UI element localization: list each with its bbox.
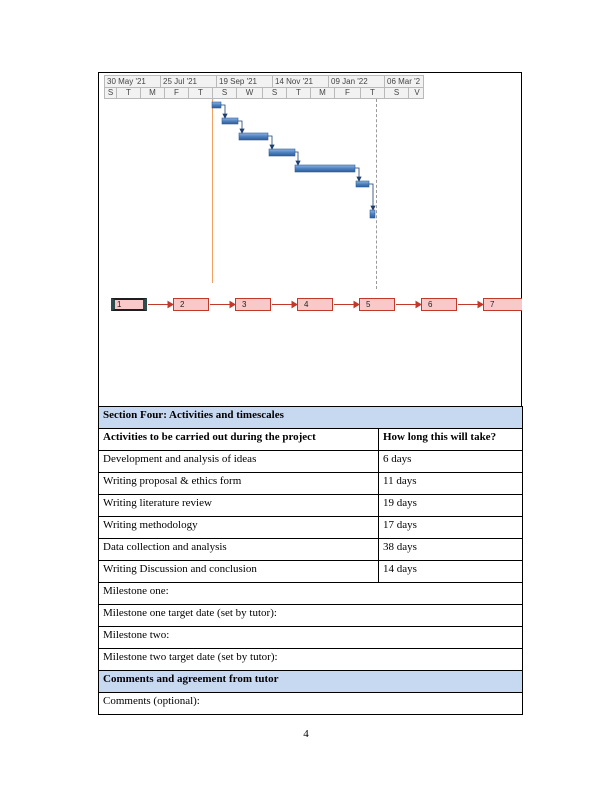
- day-header: S: [263, 87, 287, 98]
- gantt-bars: [104, 99, 424, 289]
- activities-table: [98, 406, 523, 715]
- dependency-arrow-head: [371, 206, 375, 210]
- date-header: 19 Sep '21: [217, 76, 273, 87]
- activity-duration: 17 days: [379, 517, 523, 539]
- task-bar[interactable]: [295, 165, 355, 172]
- day-header: F: [165, 87, 189, 98]
- comments-label: Comments (optional):: [99, 693, 523, 715]
- day-header: W: [237, 87, 263, 98]
- day-header: T: [361, 87, 385, 98]
- activity-name: Writing methodology: [99, 517, 379, 539]
- activity-name: Development and analysis of ideas: [99, 451, 379, 473]
- gantt-chart: [104, 99, 424, 289]
- network-node[interactable]: 7: [483, 298, 522, 311]
- duration-column-header: How long this will take?: [379, 429, 523, 451]
- day-header: M: [141, 87, 165, 98]
- dependency-arrows: [221, 105, 375, 210]
- date-header: 30 May '21: [105, 76, 161, 87]
- gantt-timescale: [104, 75, 424, 99]
- table-row: [99, 451, 523, 473]
- activity-duration: 14 days: [379, 561, 523, 583]
- milestone-row: [99, 649, 523, 671]
- activity-duration: 38 days: [379, 539, 523, 561]
- day-header: M: [311, 87, 335, 98]
- day-header: S: [213, 87, 237, 98]
- activity-name: Writing Discussion and conclusion: [99, 561, 379, 583]
- task-bar[interactable]: [239, 133, 268, 140]
- comments-row: [99, 693, 523, 715]
- activity-duration: 19 days: [379, 495, 523, 517]
- task-bar[interactable]: [269, 149, 295, 156]
- comments-heading-row: [99, 671, 523, 693]
- network-node[interactable]: 5: [359, 298, 395, 311]
- dependency-arrow-head: [357, 177, 361, 181]
- activity-name: Data collection and analysis: [99, 539, 379, 561]
- network-diagram: [104, 294, 522, 320]
- activity-name: Writing proposal & ethics form: [99, 473, 379, 495]
- table-row: [99, 561, 523, 583]
- activity-name: Writing literature review: [99, 495, 379, 517]
- activity-duration: 11 days: [379, 473, 523, 495]
- date-header: 09 Jan '22: [329, 76, 385, 87]
- dependency-arrow: [369, 184, 373, 208]
- table-row: [99, 539, 523, 561]
- activity-duration: 6 days: [379, 451, 523, 473]
- network-node[interactable]: 2: [173, 298, 209, 311]
- milestone-row: [99, 627, 523, 649]
- day-header: V: [414, 88, 420, 97]
- task-bar[interactable]: [212, 102, 221, 108]
- table-header-row: [99, 429, 523, 451]
- section-heading-row: [99, 407, 523, 429]
- day-header: F: [335, 87, 361, 98]
- table-row: [99, 495, 523, 517]
- gantt-day-row: [105, 87, 423, 98]
- page-number: 4: [303, 728, 309, 740]
- day-header: S: [105, 87, 117, 98]
- dependency-arrow-head: [296, 161, 300, 165]
- section-title: Section Four: Activities and timescales: [99, 407, 523, 429]
- task-bar[interactable]: [222, 118, 238, 124]
- milestone-row: [99, 583, 523, 605]
- date-header: 25 Jul '21: [161, 76, 217, 87]
- milestone-one-date-label: Milestone one target date (set by tutor):: [99, 605, 523, 627]
- network-node[interactable]: 3: [235, 298, 271, 311]
- milestone-row: [99, 605, 523, 627]
- table-row: [99, 517, 523, 539]
- milestone-two-label: Milestone two:: [99, 627, 523, 649]
- milestone-one-label: Milestone one:: [99, 583, 523, 605]
- day-header: T: [117, 87, 141, 98]
- date-header: 14 Nov '21: [273, 76, 329, 87]
- task-bar[interactable]: [370, 210, 375, 218]
- table-row: [99, 473, 523, 495]
- day-header: S: [385, 87, 409, 98]
- comments-heading: Comments and agreement from tutor: [99, 671, 523, 693]
- dependency-arrow-head: [240, 129, 244, 133]
- milestone-two-date-label: Milestone two target date (set by tutor):: [99, 649, 523, 671]
- activity-column-header: Activities to be carried out during the project: [99, 429, 379, 451]
- task-bar[interactable]: [356, 181, 369, 187]
- day-header: T: [189, 87, 213, 98]
- date-header: 06 Mar '2: [387, 77, 421, 86]
- day-header: T: [287, 87, 311, 98]
- dependency-arrow-head: [270, 145, 274, 149]
- network-node[interactable]: 4: [297, 298, 333, 311]
- dependency-arrow-head: [223, 114, 227, 118]
- network-node[interactable]: 1: [111, 298, 147, 311]
- network-node[interactable]: 6: [421, 298, 457, 311]
